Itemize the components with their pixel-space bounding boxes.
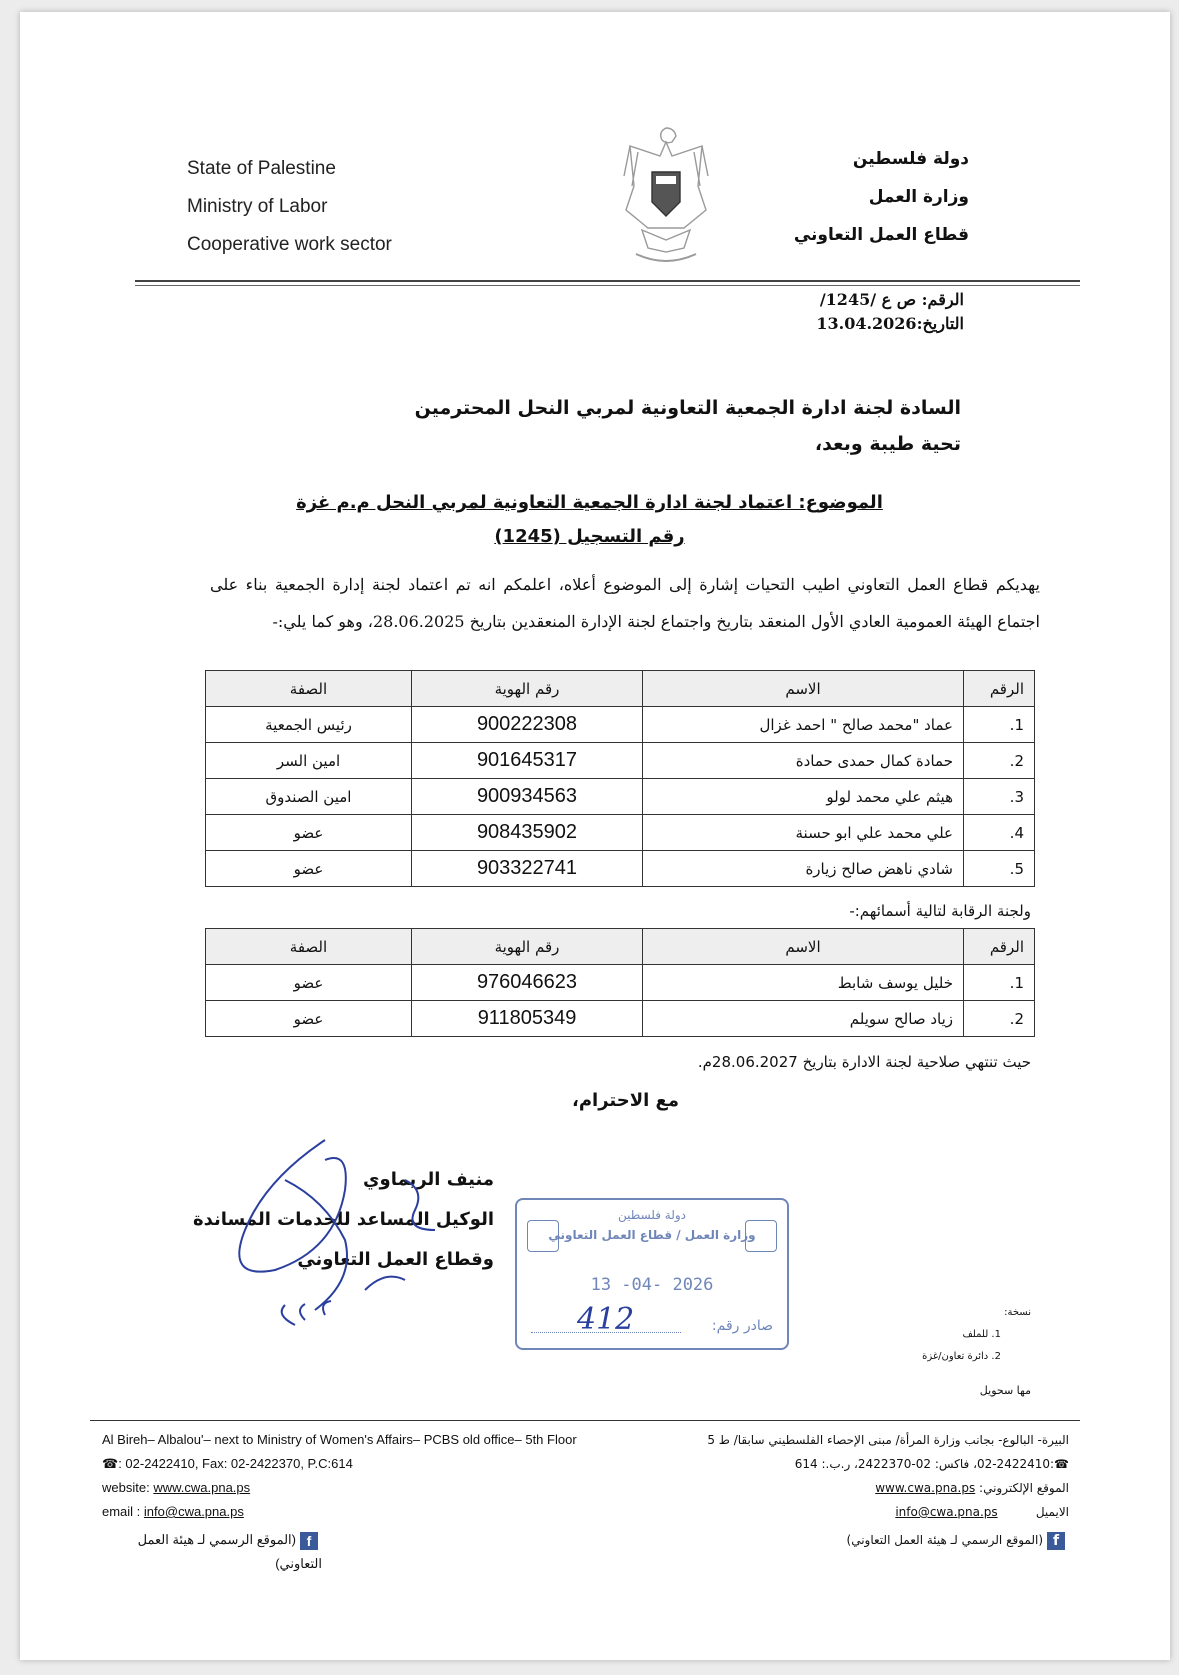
member-id: 911805349 (412, 1001, 643, 1037)
member-name: هيثم علي محمد لولو (643, 779, 964, 815)
stamp-emblem-icon (745, 1220, 777, 1252)
stamp-subtitle: وزارة العمل / قطاع العمل التعاوني (548, 1228, 756, 1242)
row-number: 4. (964, 815, 1035, 851)
website-link-ar[interactable]: www.cwa.pna.ps (875, 1481, 976, 1495)
board-table (205, 670, 1035, 887)
row-number: 5. (964, 851, 1035, 887)
member-id: 900934563 (412, 779, 643, 815)
member-role: عضو (206, 1001, 412, 1037)
copies-block (922, 1302, 1031, 1402)
reference-number: الرقم: ص ع /1245/ (819, 290, 964, 309)
table-row (206, 707, 1035, 743)
member-id: 908435902 (412, 815, 643, 851)
member-id: 901645317 (412, 743, 643, 779)
column-header-no: الرقم (964, 929, 1035, 965)
stamp-title: دولة فلسطين (617, 1208, 687, 1222)
table-row (206, 779, 1035, 815)
footer-phone-ar: ☎:02-2422410، فاكس: 02-2422370، ر.ب.: 614 (794, 1457, 1069, 1471)
facebook-icon[interactable]: f (1047, 1532, 1065, 1550)
column-header-id: رقم الهوية (412, 929, 643, 965)
table-header-row (206, 929, 1035, 965)
eagle-emblem-icon (612, 118, 720, 278)
member-role: عضو (206, 851, 412, 887)
header-ar-line: قطاع العمل التعاوني (793, 225, 969, 245)
footer-website-label: website: (102, 1480, 150, 1495)
member-role: امين الصندوق (206, 779, 412, 815)
reference-block (816, 288, 964, 336)
signatory-name: منيف الريماوي (363, 1169, 494, 1190)
oversight-intro: ولجنة الرقابة لتالية أسمائهم:- (849, 902, 1031, 920)
copies-title: نسخة: (1004, 1307, 1031, 1318)
header-en-line: Cooperative work sector (187, 234, 392, 255)
addressee-line: السادة لجنة ادارة الجمعية التعاونية لمربي النحل المحترمين (414, 397, 961, 419)
column-header-id: رقم الهوية (412, 671, 643, 707)
reference-date: التاريخ:13.04.2026 (816, 314, 964, 333)
copy-item: 2. دائرة تعاون/غزة (922, 1351, 1001, 1362)
signatory-title: الوكيل المساعد للخدمات المساندة (193, 1209, 494, 1230)
handwritten-signature (205, 1120, 465, 1350)
column-header-name: الاسم (643, 929, 964, 965)
member-name: زياد صالح سويلم (643, 1001, 964, 1037)
header-divider-thin (135, 285, 1080, 286)
member-id: 900222308 (412, 707, 643, 743)
footer-arabic (707, 1428, 1069, 1552)
member-name: خليل يوسف شابط (643, 965, 964, 1001)
member-name: حمادة كمال حمدى حمادة (643, 743, 964, 779)
email-link-ar[interactable]: info@cwa.pna.ps (895, 1505, 998, 1519)
subject-line: الموضوع: اعتماد لجنة ادارة الجمعية التعاونية لمربي النحل م.م غزة (296, 492, 883, 513)
member-role: امين السر (206, 743, 412, 779)
footer-address: Al Bireh– Albalou'– next to Ministry of Women's Affairs– PCBS old office– 5th Floor (102, 1432, 577, 1447)
member-role: عضو (206, 815, 412, 851)
greeting-line: تحية طيبة وبعد، (814, 433, 961, 455)
header-english (187, 150, 392, 264)
email-link[interactable]: info@cwa.pna.ps (143, 1504, 244, 1519)
footer-english (102, 1428, 577, 1576)
header-ar-line: وزارة العمل (868, 187, 969, 207)
footer-divider (90, 1420, 1080, 1421)
row-number: 2. (964, 743, 1035, 779)
column-header-role: الصفة (206, 929, 412, 965)
official-stamp (515, 1198, 789, 1350)
stamp-label: صادر رقم: (711, 1318, 773, 1334)
member-name: علي محمد علي ابو حسنة (643, 815, 964, 851)
table-row (206, 851, 1035, 887)
header-arabic (794, 140, 969, 254)
member-id: 903322741 (412, 851, 643, 887)
member-role: رئيس الجمعية (206, 707, 412, 743)
member-id: 976046623 (412, 965, 643, 1001)
validity-note: حيث تنتهي صلاحية لجنة الادارة بتاريخ 28.06.2027م. (697, 1053, 1031, 1071)
footer-email-label-ar: الايميل (1035, 1505, 1069, 1519)
stamp-emblem-icon (527, 1220, 559, 1252)
member-name: شادي ناهض صالح زيارة (643, 851, 964, 887)
subject-block (0, 486, 1179, 554)
registration-number: رقم التسجيل (1245) (494, 526, 685, 547)
footer-address-ar: البيرة- البالوع- بجانب وزارة المرأة/ مبنى الإحصاء الفلسطيني سابقا/ ط 5 (707, 1433, 1069, 1447)
website-link[interactable]: www.cwa.pna.ps (153, 1480, 251, 1495)
footer-email-label: email : (102, 1504, 141, 1519)
header-en-line: Ministry of Labor (187, 196, 328, 217)
header-ar-line: دولة فلسطين (852, 149, 969, 169)
copy-item: 1. للملف (962, 1329, 1001, 1340)
facebook-caption-ar: (الموقع الرسمي لـ هيئة العمل التعاوني) (846, 1533, 1043, 1547)
facebook-icon[interactable]: f (300, 1532, 318, 1550)
typist-initials: مها سحويل (979, 1384, 1031, 1397)
member-role: عضو (206, 965, 412, 1001)
table-row (206, 965, 1035, 1001)
stamp-date: 13 -04- 2026 (590, 1275, 714, 1295)
column-header-role: الصفة (206, 671, 412, 707)
table-row (206, 815, 1035, 851)
body-paragraph: يهديكم قطاع العمل التعاوني اطيب التحيات إشارة إلى الموضوع أعلاه، اعلمكم انه تم اعتماد لجنة إدارة الجمعية بناء على اجتماع الهيئة العمومية العادي الأول المنعقد بتاريخ واجتماع لجنة الإدارة المنعقدين بتاريخ 28.06.2025، وهو كما يلي:- (210, 575, 1040, 631)
header-en-line: State of Palestine (187, 158, 336, 179)
signatory-title: وقطاع العمل التعاوني (297, 1249, 494, 1270)
row-number: 1. (964, 965, 1035, 1001)
column-header-name: الاسم (643, 671, 964, 707)
member-name: عماد "محمد صالح " احمد غزال (643, 707, 964, 743)
row-number: 1. (964, 707, 1035, 743)
facebook-caption: (الموقع الرسمي لـ هيئة العمل التعاوني) (137, 1532, 322, 1571)
table-row (206, 743, 1035, 779)
oversight-table (205, 928, 1035, 1037)
footer-phone: ☎: 02-2422410, Fax: 02-2422370, P.C:614 (102, 1456, 353, 1471)
closing-line: مع الاحترام، (572, 1090, 679, 1111)
stamp-number: 412 (577, 1302, 635, 1337)
addressee-block (415, 390, 961, 462)
column-header-no: الرقم (964, 671, 1035, 707)
table-row (206, 1001, 1035, 1037)
header-divider (135, 280, 1080, 282)
footer-website-label-ar: الموقع الإلكتروني: (979, 1481, 1069, 1495)
table-header-row (206, 671, 1035, 707)
row-number: 2. (964, 1001, 1035, 1037)
row-number: 3. (964, 779, 1035, 815)
